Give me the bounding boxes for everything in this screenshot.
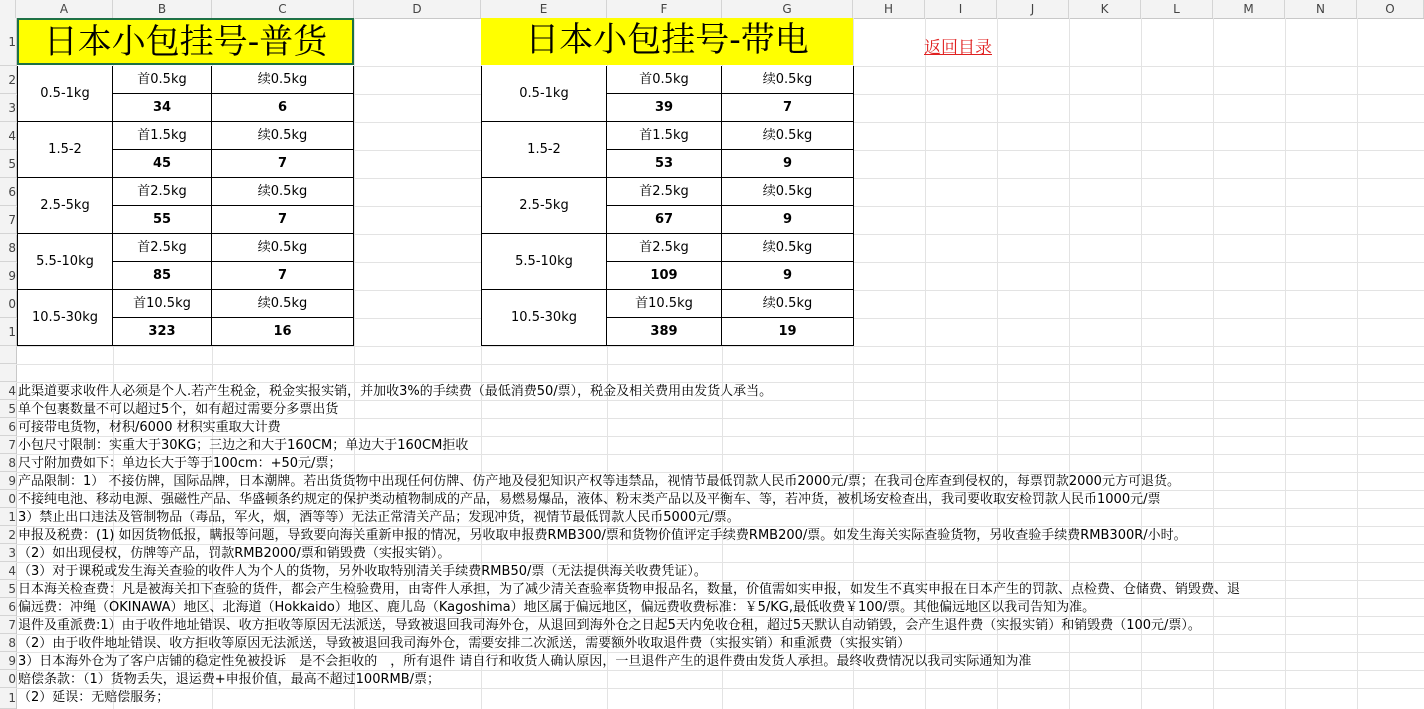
row-header[interactable]: 8 bbox=[0, 634, 16, 652]
first-weight-label-cell[interactable]: 首1.5kg bbox=[113, 122, 212, 150]
row-header[interactable]: 1 bbox=[0, 688, 16, 709]
column-header-n[interactable]: N bbox=[1285, 0, 1357, 18]
column-header-o[interactable]: O bbox=[1357, 0, 1424, 18]
weight-range-cell[interactable]: 10.5-30kg bbox=[481, 290, 607, 346]
column-header-c[interactable]: C bbox=[212, 0, 354, 18]
weight-range-cell[interactable]: 5.5-10kg bbox=[17, 234, 113, 290]
note-line[interactable]: 赔偿条款：（1）货物丢失，退运费+申报价值，最高不超过100RMB/票； bbox=[18, 672, 441, 687]
weight-range-cell[interactable]: 10.5-30kg bbox=[17, 290, 113, 346]
additional-weight-price-cell[interactable]: 6 bbox=[212, 94, 354, 122]
row-header[interactable]: 7 bbox=[0, 616, 16, 634]
row-header[interactable]: 4 bbox=[0, 562, 16, 580]
row-header[interactable]: 8 bbox=[0, 454, 16, 472]
additional-weight-label-cell[interactable]: 续0.5kg bbox=[212, 66, 354, 94]
note-line[interactable]: 此渠道要求收件人必须是个人.若产生税金，税金实报实销，并加收3%的手续费（最低消费50/票），税金及相关费用由发货人承当。 bbox=[18, 384, 773, 399]
row-header[interactable]: 2 bbox=[0, 66, 16, 94]
additional-weight-price-cell[interactable]: 9 bbox=[722, 206, 854, 234]
weight-range-cell[interactable]: 2.5-5kg bbox=[17, 178, 113, 234]
additional-weight-label-cell[interactable]: 续0.5kg bbox=[722, 122, 854, 150]
first-weight-label-cell[interactable]: 首0.5kg bbox=[607, 66, 722, 94]
row-header[interactable]: 9 bbox=[0, 262, 16, 290]
note-line[interactable]: 3）禁止出口违法及管制物品（毒品，军火，烟，酒等等）无法正常清关产品；发现冲货，视情节最低罚款人民币5000元/票。 bbox=[18, 510, 740, 525]
additional-weight-price-cell[interactable]: 9 bbox=[722, 150, 854, 178]
first-weight-label-cell[interactable]: 首10.5kg bbox=[113, 290, 212, 318]
first-weight-label-cell[interactable]: 首0.5kg bbox=[113, 66, 212, 94]
additional-weight-label-cell[interactable]: 续0.5kg bbox=[722, 66, 854, 94]
weight-range-cell[interactable]: 1.5-2 bbox=[17, 122, 113, 178]
column-header-bar bbox=[0, 0, 1424, 19]
note-line[interactable]: 日本海关检查费：凡是被海关扣下查验的货件，都会产生检验费用，由寄件人承担，为了减少清关查验率货物申报品名，数量，价值需如实申报，如发生不真实申报在日本产生的罚款、点检费、仓储费、销毁费、退 bbox=[18, 582, 1241, 597]
row-header[interactable]: 6 bbox=[0, 178, 16, 206]
row-header[interactable]: 0 bbox=[0, 490, 16, 508]
row-header[interactable]: 9 bbox=[0, 472, 16, 490]
select-all-corner[interactable] bbox=[0, 0, 16, 18]
row-header[interactable]: 1 bbox=[0, 508, 16, 526]
first-weight-price-cell[interactable]: 34 bbox=[113, 94, 212, 122]
weight-range-cell[interactable]: 0.5-1kg bbox=[17, 66, 113, 122]
table-title-battery[interactable]: 日本小包挂号-带电 bbox=[481, 18, 853, 65]
first-weight-price-cell[interactable]: 85 bbox=[113, 262, 212, 290]
grid-line bbox=[16, 346, 1424, 347]
column-header-f[interactable]: F bbox=[607, 0, 722, 18]
first-weight-label-cell[interactable]: 首2.5kg bbox=[607, 234, 722, 262]
first-weight-price-cell[interactable]: 53 bbox=[607, 150, 722, 178]
note-line[interactable]: 小包尺寸限制：实重大于30KG；三边之和大于160CM；单边大于160CM拒收 bbox=[18, 438, 469, 453]
note-line[interactable]: 尺寸附加费如下：单边长大于等于100cm：+50元/票； bbox=[18, 456, 342, 471]
column-header-d[interactable]: D bbox=[354, 0, 481, 18]
additional-weight-label-cell[interactable]: 续0.5kg bbox=[722, 234, 854, 262]
column-header-l[interactable]: L bbox=[1141, 0, 1213, 18]
additional-weight-price-cell[interactable]: 9 bbox=[722, 262, 854, 290]
row-header[interactable] bbox=[0, 364, 16, 382]
first-weight-price-cell[interactable]: 323 bbox=[113, 318, 212, 346]
note-line[interactable]: 申报及税费：(1) 如因货物低报，瞒报等问题，导致要向海关重新申报的情况，另收取申报费RMB300/票和货物价值评定手续费RMB200/票。如发生海关实际查验货物，另收查验手续费RMB300R/小时。 bbox=[18, 528, 1187, 543]
row-header[interactable]: 3 bbox=[0, 94, 16, 122]
row-header[interactable]: 4 bbox=[0, 382, 16, 400]
row-header[interactable]: 9 bbox=[0, 652, 16, 670]
back-to-index-link[interactable]: 返回目录 bbox=[924, 38, 992, 58]
row-header[interactable]: 0 bbox=[0, 290, 16, 318]
additional-weight-price-cell[interactable]: 7 bbox=[212, 206, 354, 234]
weight-range-cell[interactable]: 0.5-1kg bbox=[481, 66, 607, 122]
note-line[interactable]: （3）对于课税或发生海关查验的收件人为个人的货物，另外收取特别清关手续费RMB50/票（无法提供海关收费凭证）。 bbox=[18, 564, 707, 579]
row-header[interactable]: 6 bbox=[0, 598, 16, 616]
first-weight-price-cell[interactable]: 109 bbox=[607, 262, 722, 290]
column-header-b[interactable]: B bbox=[113, 0, 212, 18]
first-weight-price-cell[interactable]: 389 bbox=[607, 318, 722, 346]
additional-weight-label-cell[interactable]: 续0.5kg bbox=[212, 178, 354, 206]
row-header[interactable] bbox=[0, 346, 16, 364]
row-header[interactable]: 6 bbox=[0, 418, 16, 436]
first-weight-label-cell[interactable]: 首1.5kg bbox=[607, 122, 722, 150]
row-header[interactable]: 1 bbox=[0, 318, 16, 346]
additional-weight-price-cell[interactable]: 7 bbox=[212, 150, 354, 178]
additional-weight-label-cell[interactable]: 续0.5kg bbox=[212, 234, 354, 262]
first-weight-label-cell[interactable]: 首2.5kg bbox=[113, 178, 212, 206]
additional-weight-label-cell[interactable]: 续0.5kg bbox=[212, 290, 354, 318]
additional-weight-price-cell[interactable]: 7 bbox=[722, 94, 854, 122]
note-line[interactable]: （2）如出现侵权，仿牌等产品，罚款RMB2000/票和销毁费（实报实销）。 bbox=[18, 546, 451, 561]
first-weight-price-cell[interactable]: 67 bbox=[607, 206, 722, 234]
column-header-a[interactable]: A bbox=[16, 0, 113, 18]
row-header[interactable]: 5 bbox=[0, 400, 16, 418]
column-header-h[interactable]: H bbox=[853, 0, 925, 18]
note-line[interactable]: 产品限制：1） 不接仿牌，国际品牌，日本潮牌。若出货货物中出现任何仿牌、仿产地及侵犯知识产权等违禁品，视情节最低罚款人民币2000元/票；在我司仓库查到侵权的，每票罚款2000元方可退货。 bbox=[18, 474, 1180, 489]
row-header[interactable]: 7 bbox=[0, 206, 16, 234]
note-line[interactable]: 不接纯电池、移动电源、强磁性产品、华盛顿条约规定的保护类动植物制成的产品，易燃易爆品，液体、粉末类产品以及平衡车、等，若冲货，被机场安检查出，我司要收取安检罚款人民币1000元/票 bbox=[18, 492, 1161, 507]
row-header[interactable]: 0 bbox=[0, 670, 16, 688]
row-header-bar bbox=[0, 18, 17, 709]
row-header[interactable]: 7 bbox=[0, 436, 16, 454]
note-line[interactable]: 单个包裹数量不可以超过5个，如有超过需要分多票出货 bbox=[18, 402, 339, 417]
column-header-i[interactable]: I bbox=[925, 0, 997, 18]
weight-range-cell[interactable]: 5.5-10kg bbox=[481, 234, 607, 290]
first-weight-label-cell[interactable]: 首2.5kg bbox=[113, 234, 212, 262]
first-weight-price-cell[interactable]: 55 bbox=[113, 206, 212, 234]
additional-weight-label-cell[interactable]: 续0.5kg bbox=[722, 178, 854, 206]
column-header-k[interactable]: K bbox=[1069, 0, 1141, 18]
weight-range-cell[interactable]: 1.5-2 bbox=[481, 122, 607, 178]
column-header-m[interactable]: M bbox=[1213, 0, 1285, 18]
note-line[interactable]: 3）日本海外仓为了客户店铺的稳定性免被投诉 是不会拒收的 ，所有退件 请自行和收货人确认原因，一旦退件产生的退件费由发货人承担。最终收费情况以我司实际通知为准 bbox=[18, 654, 1032, 669]
notes-section bbox=[18, 383, 1424, 707]
note-line[interactable]: （2）延误：无赔偿服务； bbox=[18, 690, 170, 705]
note-line[interactable]: （2）由于收件地址错误、收方拒收等原因无法派送，导致被退回我司海外仓，需要安排二次派送，需要额外收取退件费（实报实销）和重派费（实报实销） bbox=[18, 636, 911, 651]
weight-range-cell[interactable]: 2.5-5kg bbox=[481, 178, 607, 234]
column-header-j[interactable]: J bbox=[997, 0, 1069, 18]
additional-weight-label-cell[interactable]: 续0.5kg bbox=[212, 122, 354, 150]
first-weight-price-cell[interactable]: 45 bbox=[113, 150, 212, 178]
first-weight-label-cell[interactable]: 首2.5kg bbox=[607, 178, 722, 206]
additional-weight-price-cell[interactable]: 16 bbox=[212, 318, 354, 346]
column-header-e[interactable]: E bbox=[481, 0, 607, 18]
row-header[interactable]: 3 bbox=[0, 544, 16, 562]
first-weight-price-cell[interactable]: 39 bbox=[607, 94, 722, 122]
additional-weight-label-cell[interactable]: 续0.5kg bbox=[722, 290, 854, 318]
row-header[interactable]: 5 bbox=[0, 580, 16, 598]
note-line[interactable]: 退件及重派费:1）由于收件地址错误、收方拒收等原因无法派送，导致被退回我司海外仓，从退回到海外仓之日起5天内免收仓租，超过5天默认自动销毁，会产生退件费（实报实销）和销毁费（100元/票）。 bbox=[18, 618, 1201, 633]
row-header[interactable]: 1 bbox=[0, 18, 16, 66]
grid-line bbox=[16, 364, 1424, 365]
row-header[interactable]: 5 bbox=[0, 150, 16, 178]
table-title-general[interactable]: 日本小包挂号-普货 bbox=[17, 18, 354, 65]
row-header[interactable]: 4 bbox=[0, 122, 16, 150]
note-line[interactable]: 可接带电货物，材积/6000 材积实重取大计费 bbox=[18, 420, 281, 435]
note-line[interactable]: 偏远费：冲绳（OKINAWA）地区、北海道（Hokkaido）地区、鹿儿岛（Kagoshima）地区属于偏远地区，偏远费收费标准：￥5/KG,最低收费￥100/票。其他偏远地区以我司告知为准。 bbox=[18, 600, 1096, 615]
row-header[interactable]: 2 bbox=[0, 526, 16, 544]
column-header-g[interactable]: G bbox=[722, 0, 853, 18]
first-weight-label-cell[interactable]: 首10.5kg bbox=[607, 290, 722, 318]
row-header[interactable]: 8 bbox=[0, 234, 16, 262]
additional-weight-price-cell[interactable]: 19 bbox=[722, 318, 854, 346]
additional-weight-price-cell[interactable]: 7 bbox=[212, 262, 354, 290]
